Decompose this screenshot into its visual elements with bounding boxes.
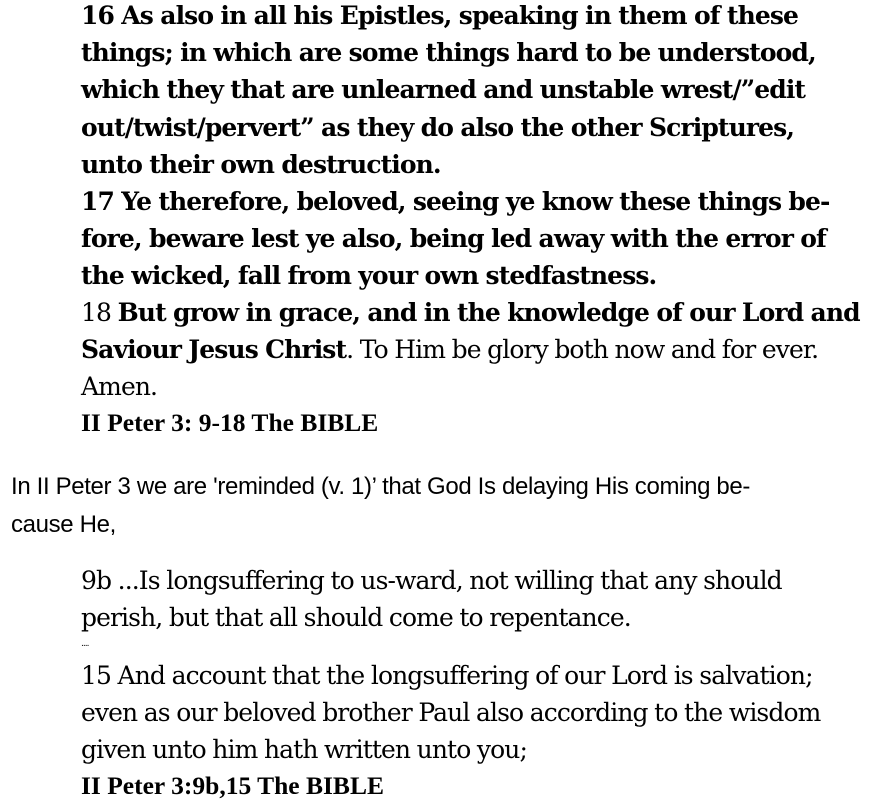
citation-2: II Peter 3:9b,15 The BIBLE [81, 771, 384, 800]
verse-15-line: given unto him hath written unto you; [81, 735, 527, 765]
verse-9b-line: perish, but that all should come to repentance. [81, 603, 631, 633]
verse-18-line-3: Amen. [81, 372, 158, 402]
citation-1: II Peter 3: 9-18 The BIBLE [81, 408, 379, 437]
verse-17 [81, 183, 851, 295]
verse-15 [81, 657, 851, 769]
verse-15-line: 15 And account that the longsuffering of our Lord is salvation; [81, 661, 813, 690]
verse-16-line: things; in which are some things hard to be understood, [81, 38, 816, 68]
verse-16-line: out/twist/pervert” as they do also the other Scriptures, [81, 112, 795, 142]
verse-18-line-2 [81, 331, 851, 368]
verse-17-line: the wicked, fall from your own stedfastness. [81, 261, 657, 291]
verse-9b [81, 562, 851, 636]
verse-17-line: fore, beware lest ye also, being led away with the error of [81, 224, 826, 254]
verse-16-line: unto their own destruction. [81, 149, 441, 179]
verse-18-number: 18 [81, 298, 118, 327]
verse-16 [81, 0, 851, 183]
verse-9b-line: 9b ...Is longsuffering to us-ward, not willing that any should [81, 566, 782, 595]
commentary-paragraph [11, 468, 841, 544]
verse-18-bold-text: But grow in grace, and in the knowledge of our Lord and [117, 298, 860, 327]
verse-18-bold-text: Saviour Jesus Christ [81, 335, 347, 365]
verse-16-line: which they that are unlearned and unstable wrest/”edit [81, 75, 806, 105]
verse-18-line-1 [81, 294, 860, 331]
verse-15-line: even as our beloved brother Paul also according to the wisdom [81, 698, 821, 728]
commentary-line: cause He, [11, 511, 116, 538]
commentary-line: In II Peter 3 we are 'reminded (v. 1)’ that God Is delaying His coming be- [11, 473, 751, 500]
verse-18-plain-text: . To Him be glory both now and for ever. [346, 335, 819, 365]
verse-16-line: 16 As also in all his Epistles, speaking in them of these [81, 1, 799, 30]
omission-ellipsis: .... [81, 639, 89, 649]
verse-18 [81, 294, 860, 406]
verse-17-line: 17 Ye therefore, beloved, seeing ye know these things be- [81, 187, 830, 216]
